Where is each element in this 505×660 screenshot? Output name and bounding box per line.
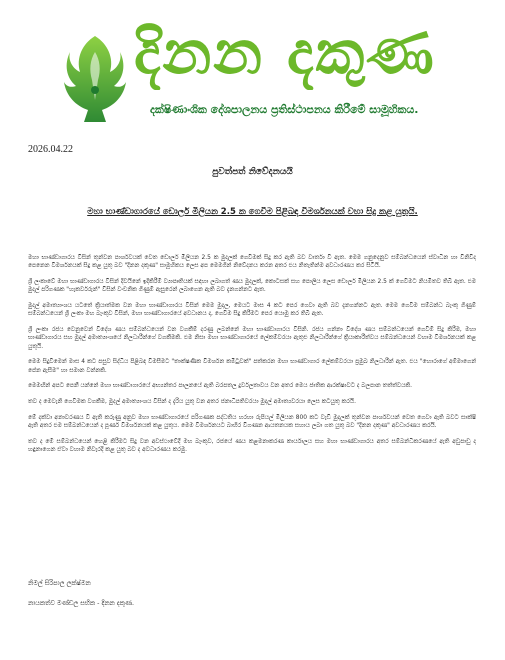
release-date: 2026.04.22	[28, 144, 73, 155]
document-title: පුවත්පත් නිවේදනයයි	[212, 167, 293, 177]
phoenix-logo-icon	[62, 30, 128, 124]
body-paragraph: තව ද මෙවැනි ගෙවීමක වගකීම, මුදල් අමාත්‍යාංශය විසින් ද දැරිය යුතු වන අතර ජනාධිපතිවරයා මුදල් අමාත්‍යවරයා ලෙස කටයුතු කරයි.	[28, 399, 356, 405]
signatory-name: නිමල් සිරිපාල ලක්ෂ්මන	[28, 579, 91, 587]
body-paragraph: මේ දක්වා අනාවරණය වී ඇති කරුණු අනුව මහා භාණ්ඩාගාරයේ පරිගණක පද්ධතිය හරහා රුපියල් මිලියන 800 කට වැඩි මුදලක් තුන්වන පාර්ශවයන් වෙත ගෙවා ඇති බවට සාක්ෂි ඇති අතර එම සම්බන්ධයෙන් ද පූර්ණ විමර්ශනයක් කළ යුතුය. මෙම විමර්ශනයට බාහිර විගණන ආයතනයක සහාය ලබා ගත යුතු බව "දිනන දකුණ" අවධාරණය කරයි.	[28, 414, 476, 429]
body-paragraph: මහා භාණ්ඩාගාරය විසින් තුන්වන පාර්ශවයක් වෙත ඩොලර් මිලියන 2.5 ක මුදලක් ගෙවීමක් සිදු කර ඇති බව වාර්තා වී ඇත. මෙම ගනුදෙනුව සම්බන්ධයෙන් ස්වාධීන හා විනිවිද පෙනෙන විමර්ශනයක් සිදු කළ යුතු බව "දිනන දකුණ" සාමූහිකය ලෙස අප මෙමගින් නිවේදනය කරන අතර එය නිතැතින්ම අවධාරණය කර සිටියි.	[28, 255, 476, 270]
brand-name: දිනන දකුණ	[134, 18, 436, 88]
letterhead	[0, 0, 505, 128]
body-paragraph: තව ද මේ සම්බන්ධයෙන් හෙළි කිරීමට සිදු වන අවස්ථාවේදී මහ බැංකුව, රජයේ ණය කළමනාකරණ කාර්යාලය සහ මහා භාණ්ඩාගාරය අතර සම්බන්ධීකරණයේ ඇති අඩුපාඩු ද හඳුනාගෙන ඒවා වහාම නිවැරදි කළ යුතු බව ද අවධාරණය කරමු.	[28, 438, 476, 453]
signatory-role: නායකත්ව මණ්ඩල සභික - දිනන දකුණ.	[28, 599, 134, 607]
body-paragraph: ශ්‍රී ලංකා රජය වෙනුවෙන් විදේශ ණය සම්බන්ධයෙන් වන වගකීම් දරණු ලබන්නේ මහා භාණ්ඩාගාරය විසිනි. රජය ගන්නා විදේශ ණය සම්බන්ධයෙන් ගෙවීම් සිදු කිරීම, මහා භාණ්ඩාගාරය සහ මුදල් අමාත්‍යාංශයේ නිලධාරීන්ගේ වගකීමකි. එම නිසා මහා භාණ්ඩාගාරයේ ලේකම්වරයා ඇතුළු නිලධාරීන්ගේ ක්‍රියාකාරීත්වය සම්බන්ධයෙන් වහාම විමර්ශනයක් කළ යුතුයි.	[28, 327, 476, 350]
brand-tagline: දක්ෂිණාංශික දේශපාලනය ප්‍රතිස්ථාපනය කිරීමේ සාමූහිකය.	[150, 103, 419, 116]
body-paragraph: ශ්‍රී ලංකාවේ මහා භාණ්ඩාගාරය විසින් දිවයිනේ ඉදිකිරීම් ව්‍යාපෘතියක් සඳහා ලබාගත් ණය මුදලක්, කොටසක් සහ පොලිය ලෙස ඩොලර් මිලියන 2.5 ක් ගෙවීමට නියමිතව තිබී ඇත. එම මුදල් පරිගණක "හැකර්වරුන්" විසින් වංචනික ගිණුම් ඇසුරෙන් ලබාගෙන ඇති බව දැනගන්නට ඇත.	[28, 279, 476, 294]
body-paragraph: මෙමඟින් අපට පෙනී යන්නේ මහා භාණ්ඩාගාරයේ අභ්‍යන්තර පාලනයේ ඇති බරපතල දුර්වලතාවය වන අතර මෙය ජාතික ආරක්ෂාවට ද බලපාන තත්ත්වයකි.	[28, 383, 413, 390]
body-paragraph: මෙම සිදුවීමෙන් මාස 4 කට පසුව සිද්ධිය පිළිබඳ විමසීමට "තාක්ෂණික විමර්ශන කමිටුවක්" පත්කරන මහා භාණ්ඩාගාර ලේකම්වරයා ප්‍රමුඛ නිලධාරීන් ඇත. එය "හොරාගේ අම්මාගෙන් පේන ඇසීම" හා සමාන වන්නකි.	[28, 359, 476, 374]
signature-block	[28, 579, 328, 619]
body-text	[28, 254, 476, 462]
subject-heading: මහා භාණ්ඩාගාරයේ ඩොලර් මිලියන 2.5 ක ගෙවීම පිළිබඳ විමර්ශනයක් වහා සිදු කළ යුතුයි.	[87, 207, 418, 217]
body-paragraph: මුදල් අමාත්‍යාංශය යටතේ ක්‍රියාත්මක වන මහා භාණ්ඩාගාරය විසින් මෙම මුදල, මෙයට මාස 4 කට පෙර ගෙවා ඇති බව දැනගන්නට ඇත. මෙම ගෙවීම සම්බන්ධ බැංකු ගිණුම් සම්බන්ධයෙන් ශ්‍රී ලංකා මහ බැංකුව විසින්, මහා භාණ්ඩාගාරයේ අවධානය ද, ගෙවීම සිදු කිරීමට පෙර යොමු කර තිබී ඇත.	[28, 303, 476, 318]
